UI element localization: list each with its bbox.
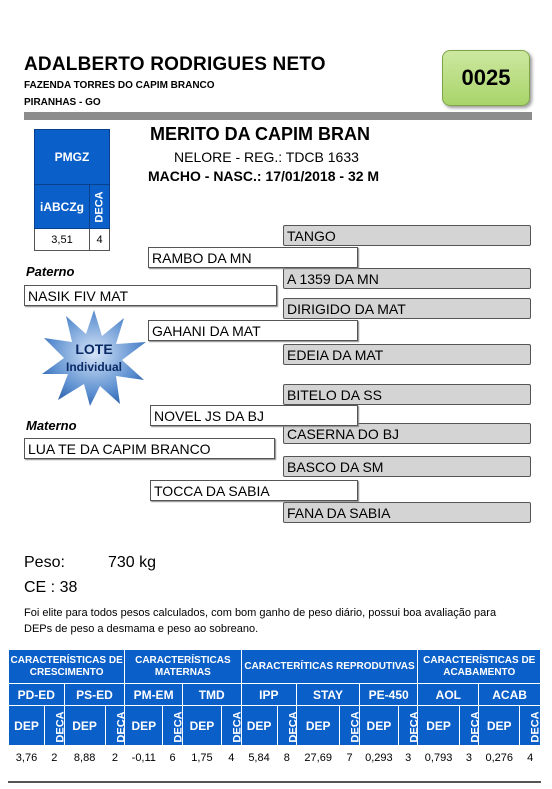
dam-box: LUA TE DA CAPIM BRANCO xyxy=(24,438,275,459)
grandsire-paternal: RAMBO DA MN xyxy=(148,247,358,268)
dep-label: DEP xyxy=(359,706,398,746)
ggp-box: BITELO DA SS xyxy=(283,384,531,405)
deca-value: 7 xyxy=(340,746,360,770)
pm-deca-value: 4 xyxy=(90,229,110,251)
trait-header: PE-450 xyxy=(359,684,418,706)
dep-label: DEP xyxy=(125,706,163,746)
dep-label: DEP xyxy=(9,706,45,746)
dep-label: DEP xyxy=(418,706,459,746)
deca-value: 3 xyxy=(459,746,479,770)
dep-label: DEP xyxy=(182,706,221,746)
deca-label: DECA xyxy=(520,706,541,746)
dep-value: 0,276 xyxy=(479,746,520,770)
paternal-label: Paterno xyxy=(26,264,75,279)
trait-header: ACAB xyxy=(479,684,541,706)
group-maternal: CARACTERÍSTICAS MATERNAS xyxy=(125,650,241,684)
dep-value: 0,793 xyxy=(418,746,459,770)
trait-header: PS-ED xyxy=(64,684,125,706)
animal-sex-birth: MACHO - NASC.: 17/01/2018 - 32 M xyxy=(148,168,380,184)
animal-name: MERITO DA CAPIM BRAN xyxy=(150,124,370,144)
deca-label: DECA xyxy=(340,706,360,746)
iabczg-value: 3,51 xyxy=(34,229,90,251)
city-name: PIRANHAS - GO xyxy=(24,97,101,108)
deca-label: DECA xyxy=(45,706,65,746)
lote-individual-star xyxy=(38,308,150,408)
pm-deca-label: DECA xyxy=(90,185,110,229)
lot-number-badge: 0025 xyxy=(442,50,530,106)
trait-header: PM-EM xyxy=(125,684,183,706)
ce-value: CE : 38 xyxy=(24,579,78,596)
ggp-box: DIRIGIDO DA MAT xyxy=(283,298,531,319)
dep-value: 3,76 xyxy=(9,746,45,770)
trait-header: AOL xyxy=(418,684,479,706)
ggp-box: A 1359 DA MN xyxy=(283,268,531,289)
group-growth: CARACTERÍSTICAS DE CRESCIMENTO xyxy=(9,650,125,684)
deca-label: DECA xyxy=(105,706,125,746)
weight-value: 730 kg xyxy=(108,554,157,571)
dep-label: DEP xyxy=(64,706,105,746)
deca-label: DECA xyxy=(459,706,479,746)
ggp-box: EDEIA DA MAT xyxy=(283,344,531,365)
iabczg-label: iABCZg xyxy=(34,185,90,229)
ggp-box: CASERNA DO BJ xyxy=(283,423,531,444)
granddam-paternal: GAHANI DA MAT xyxy=(148,320,358,341)
dep-label: DEP xyxy=(479,706,520,746)
trait-header: STAY xyxy=(297,684,360,706)
farm-name: FAZENDA TORRES DO CAPIM BRANCO xyxy=(24,80,215,91)
description-text: Foi elite para todos pesos calculados, com bom ganho de peso diário, possui boa avaliação para DEPs de peso a desmama e peso ao sobreano. xyxy=(24,607,497,635)
epd-table xyxy=(8,649,541,770)
trait-header: IPP xyxy=(241,684,297,706)
footer-divider xyxy=(8,781,541,783)
maternal-label: Materno xyxy=(26,418,77,433)
dep-value: 0,293 xyxy=(359,746,398,770)
dep-value: 8,88 xyxy=(64,746,105,770)
dep-value: 1,75 xyxy=(182,746,221,770)
lote-text: LOTE xyxy=(75,341,113,357)
pmgz-box xyxy=(34,129,110,251)
dep-value: 27,69 xyxy=(297,746,340,770)
weight-label: Peso: xyxy=(24,554,65,571)
owner-name: ADALBERTO RODRIGUES NETO xyxy=(24,54,326,75)
dep-label: DEP xyxy=(241,706,277,746)
ggp-box: TANGO xyxy=(283,225,531,246)
deca-label: DECA xyxy=(221,706,241,746)
ggp-box: BASCO DA SM xyxy=(283,456,531,477)
header-divider xyxy=(24,112,532,120)
deca-value: 4 xyxy=(520,746,541,770)
individual-text: Individual xyxy=(65,360,122,374)
sire-box: NASIK FIV MAT xyxy=(24,285,277,306)
grandsire-maternal: NOVEL JS DA BJ xyxy=(150,405,358,426)
dep-value: 5,84 xyxy=(241,746,277,770)
dep-value: -0,11 xyxy=(125,746,163,770)
granddam-maternal: TOCCA DA SABIA xyxy=(150,480,358,501)
trait-header: TMD xyxy=(182,684,241,706)
deca-value: 3 xyxy=(398,746,418,770)
animal-breed-reg: NELORE - REG.: TDCB 1633 xyxy=(174,149,359,165)
trait-header: PD-ED xyxy=(9,684,65,706)
deca-value: 4 xyxy=(221,746,241,770)
deca-value: 8 xyxy=(277,746,297,770)
deca-value: 2 xyxy=(45,746,65,770)
deca-value: 2 xyxy=(105,746,125,770)
group-finishing: CARACTERÍSTICAS DE ACABAMENTO xyxy=(418,650,541,684)
star-badge-icon xyxy=(38,308,150,408)
deca-label: DECA xyxy=(398,706,418,746)
pmgz-header: PMGZ xyxy=(34,129,110,185)
deca-label: DECA xyxy=(277,706,297,746)
deca-value: 6 xyxy=(163,746,183,770)
dep-label: DEP xyxy=(297,706,340,746)
ggp-box: FANA DA SABIA xyxy=(283,502,531,523)
group-reproductive: CARACTERÍTICAS REPRODUTIVAS xyxy=(241,650,418,684)
deca-label: DECA xyxy=(163,706,183,746)
